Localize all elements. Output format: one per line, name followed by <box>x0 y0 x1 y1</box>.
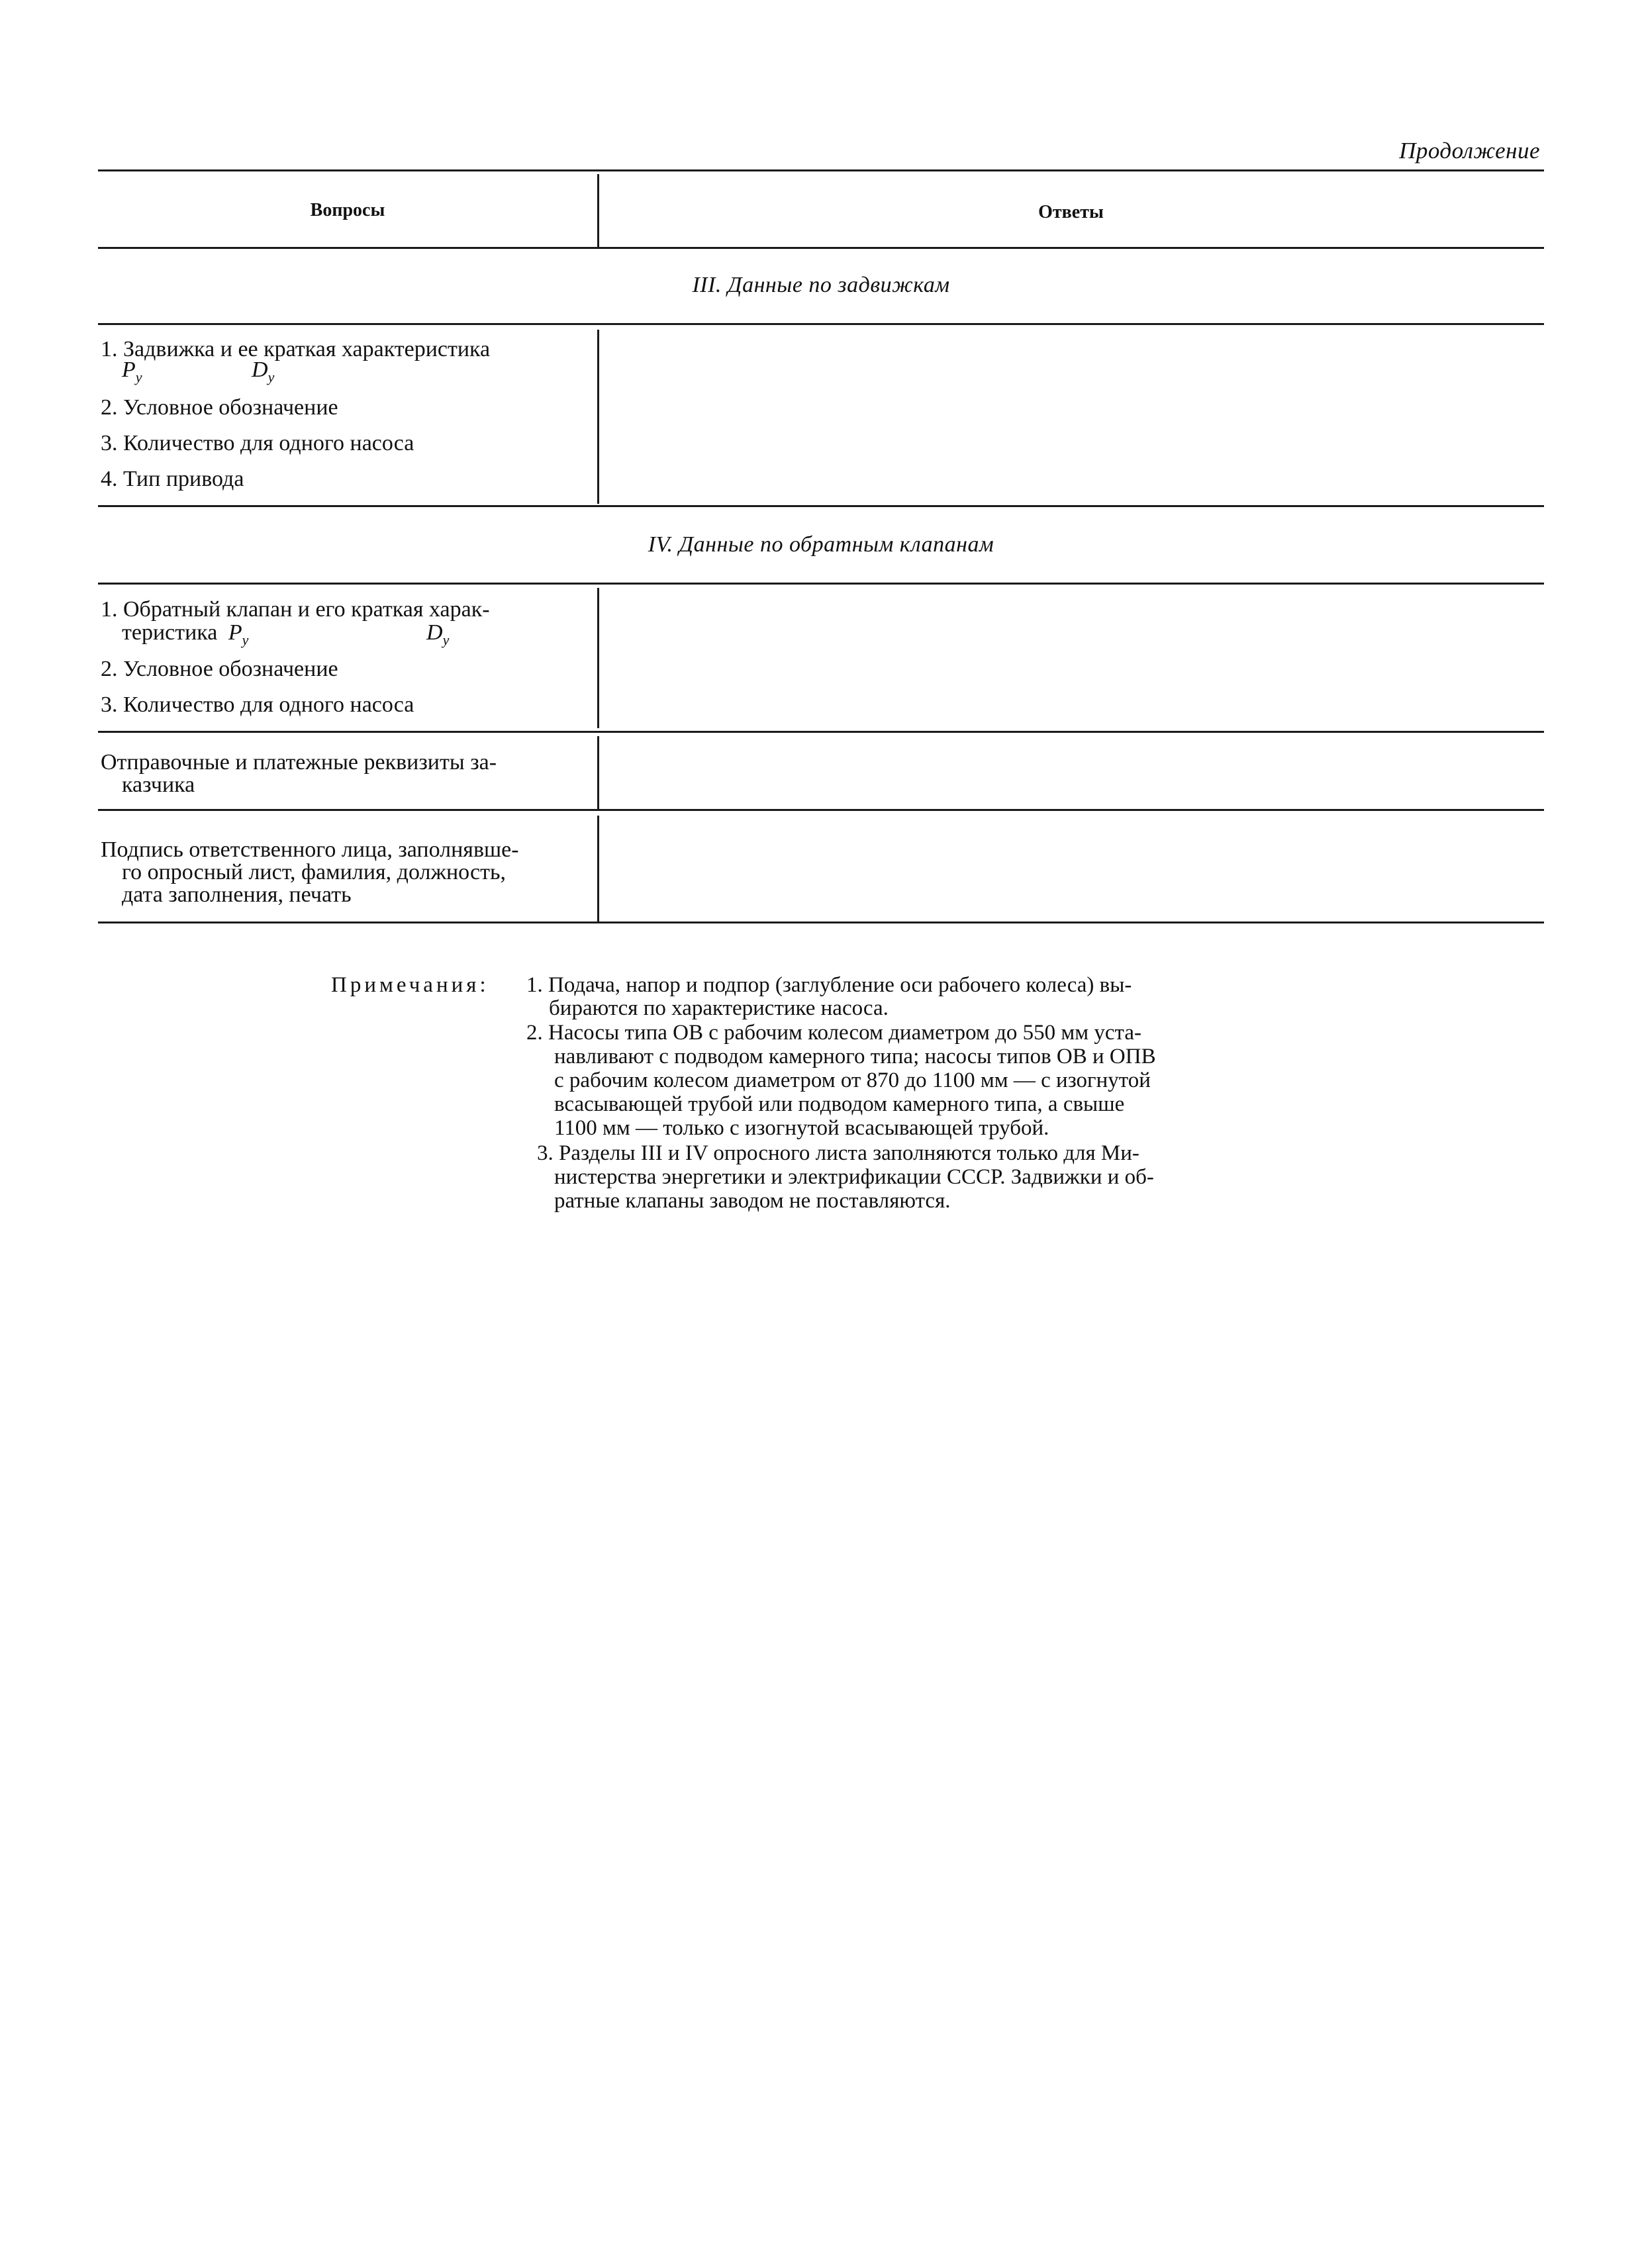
signature-line-3: дата заполнения, печать <box>122 882 352 907</box>
section-3-bottom-rule <box>98 505 1544 507</box>
requisites-bottom-rule <box>98 809 1544 811</box>
section-4-title-rule <box>98 583 1544 585</box>
section-3-question-2: 2. Условное обозначение <box>101 395 338 420</box>
section-3-question-1: 1. Задвижка и ее краткая характеристика <box>101 337 491 361</box>
pressure-symbol: P <box>122 357 136 382</box>
section-3-title: III. Данные по задвижкам <box>692 273 950 297</box>
section-3-diameter-param <box>252 357 274 386</box>
note-2-line-2: навливают с подводом камерного типа; насосы типов ОВ и ОПВ <box>554 1045 1156 1068</box>
section-4-question-2: 2. Условное обозначение <box>101 657 338 681</box>
section-3-title-rule <box>98 323 1544 325</box>
note-1-line-1: 1. Подача, напор и подпор (заглубление оси рабочего колеса) вы- <box>526 973 1132 997</box>
note-2-line-1: 2. Насосы типа ОВ с рабочим колесом диаметром до 550 мм уста- <box>526 1021 1141 1045</box>
table-bottom-rule <box>98 921 1544 923</box>
notes-label: Примечания: <box>331 973 489 997</box>
requisites-line-2: казчика <box>122 773 195 797</box>
pressure-subscript: y <box>242 631 249 648</box>
section-4-column-divider <box>597 588 599 728</box>
section-4-title: IV. Данные по обратным клапанам <box>648 532 994 557</box>
column-header-answers: Ответы <box>1038 202 1104 222</box>
note-2-line-5: 1100 мм — только с изогнутой всасывающей трубой. <box>554 1116 1049 1140</box>
diameter-subscript: y <box>442 631 450 648</box>
pressure-symbol: P <box>228 620 242 645</box>
note-2-line-4: всасывающей трубой или подводом камерного типа, а свыше <box>554 1092 1125 1116</box>
diameter-symbol: D <box>252 357 268 382</box>
note-3-line-2: нистерства энергетики и электрификации СССР. Задвижки и об- <box>554 1165 1154 1189</box>
section-4-pressure-param <box>228 620 249 648</box>
section-4-question-1-line-1: 1. Обратный клапан и его краткая харак- <box>101 597 490 622</box>
note-3-line-1: 3. Разделы III и IV опросного листа заполняются только для Ми- <box>537 1141 1139 1165</box>
section-3-pressure-param <box>122 357 142 386</box>
signature-line-2: го опросный лист, фамилия, должность, <box>122 860 506 884</box>
diameter-subscript: y <box>267 368 275 385</box>
section-3-question-4: 4. Тип привода <box>101 467 244 491</box>
column-header-questions: Вопросы <box>310 200 385 220</box>
continuation-label: Продолжение <box>1399 138 1540 164</box>
note-2-line-3: с рабочим колесом диаметром от 870 до 1100 мм — с изогнутой <box>554 1068 1151 1092</box>
diameter-symbol: D <box>426 620 443 645</box>
signature-line-1: Подпись ответственного лица, заполнявше- <box>101 837 519 862</box>
section-3-column-divider <box>597 330 599 504</box>
requisites-line-1: Отправочные и платежные реквизиты за- <box>101 750 497 775</box>
note-1-line-2: бираются по характеристике насоса. <box>549 996 889 1020</box>
header-bottom-rule <box>98 247 1544 249</box>
section-3-question-3: 3. Количество для одного насоса <box>101 431 414 455</box>
section-4-question-1-line-2 <box>122 621 585 652</box>
section-4-question-3: 3. Количество для одного насоса <box>101 692 414 717</box>
pressure-subscript: y <box>135 368 142 385</box>
section-4-diameter-param <box>426 621 449 652</box>
note-3-line-3: ратные клапаны заводом не поставляются. <box>554 1189 951 1213</box>
section-4-bottom-rule <box>98 731 1544 733</box>
characteristic-label: теристика <box>122 620 218 645</box>
requisites-column-divider <box>597 736 599 809</box>
table-top-rule <box>98 169 1544 171</box>
